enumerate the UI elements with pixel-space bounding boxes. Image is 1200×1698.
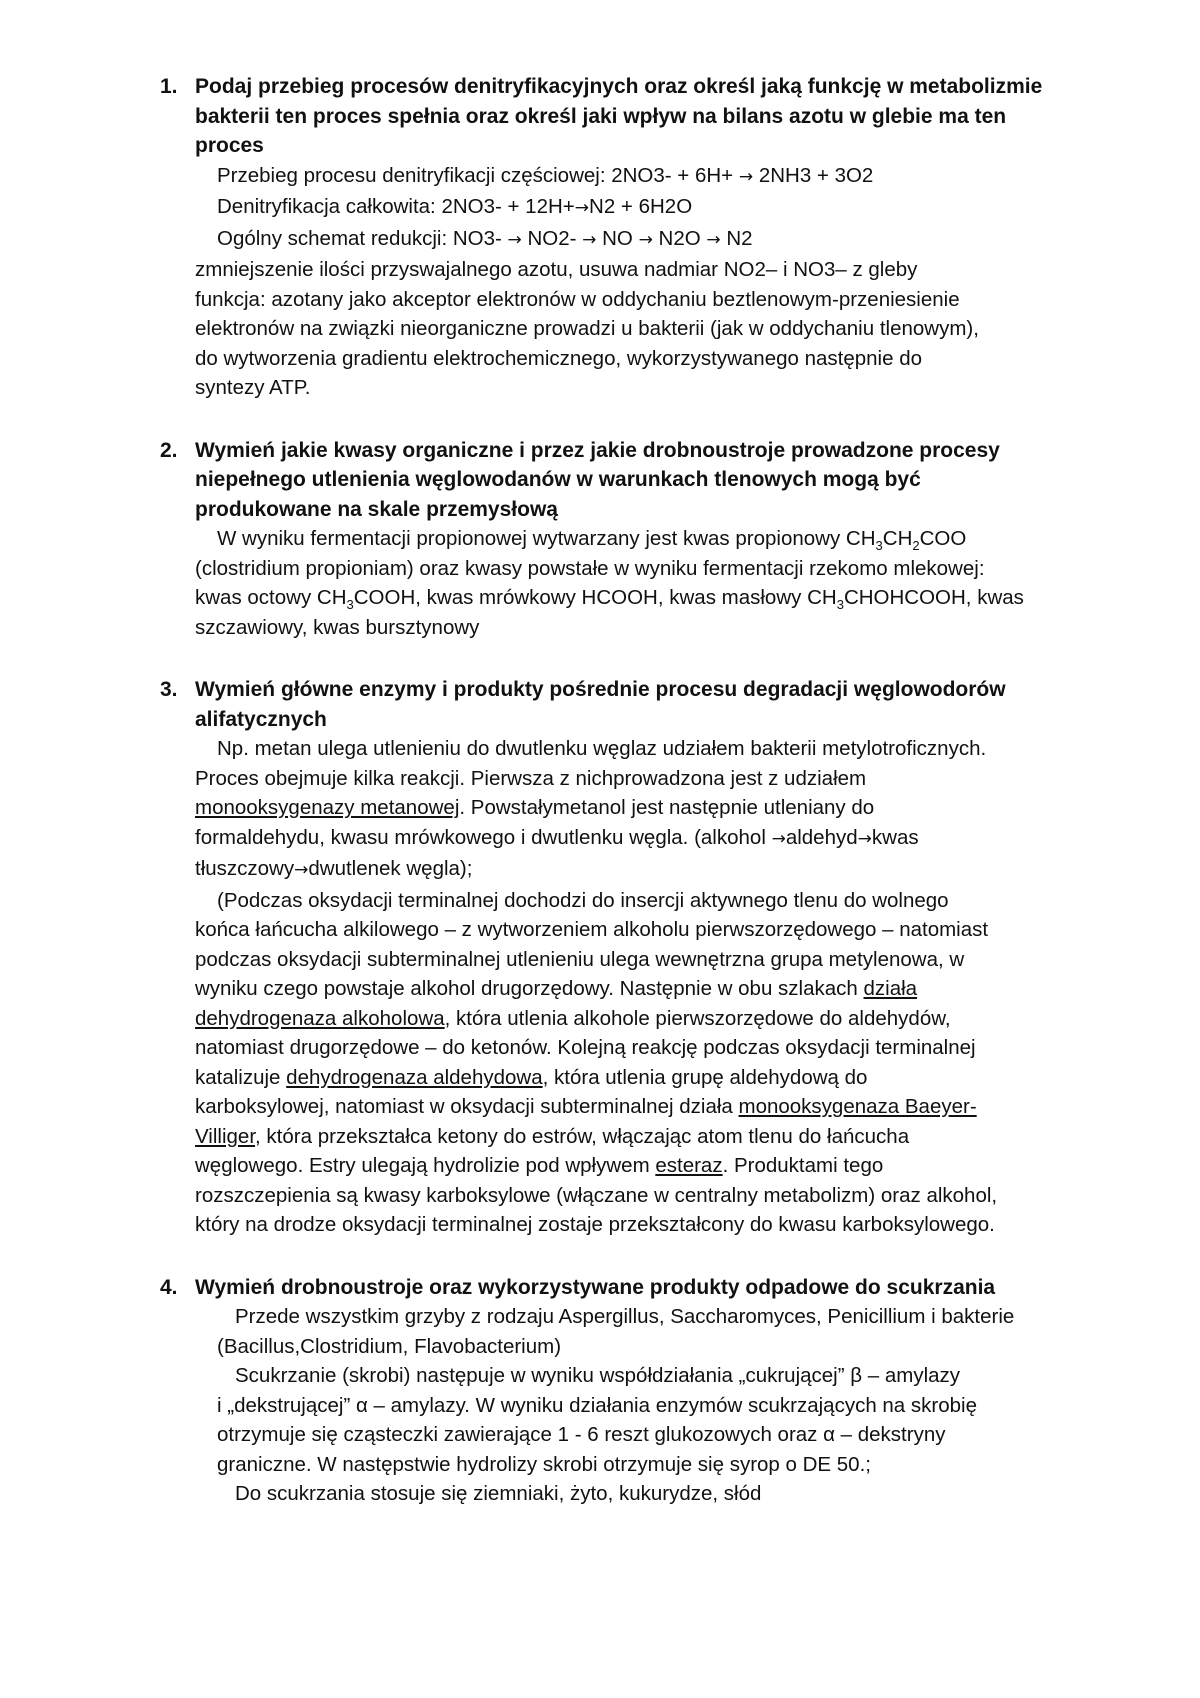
- equation-product: 2NH3 + 3O2: [758, 163, 874, 187]
- text-run: dwutlenek węgla);: [308, 857, 473, 880]
- arrow-icon: →: [574, 198, 590, 218]
- scheme-step: N2: [726, 226, 753, 250]
- total-denitrification-equation: [195, 192, 1080, 224]
- arrow-icon: →: [738, 166, 754, 187]
- answer-line: [195, 1122, 1080, 1152]
- answer-text: [195, 734, 1080, 1240]
- answer-line: [195, 1004, 1080, 1034]
- answer-line: [195, 974, 1080, 1004]
- equation-label: Denitryfikacja całkowita: 2NO3- + 12H+: [217, 195, 575, 218]
- text-run: W wyniku fermentacji propionowej wytwarzany jest kwas propionowy CH: [217, 527, 876, 550]
- scheme-label: Ogólny schemat redukcji: NO3-: [217, 226, 502, 250]
- answer-line: [195, 854, 1080, 886]
- text-run: katalizuje: [195, 1065, 287, 1089]
- question-line: Podaj przebieg procesów denitryfikacyjnych oraz określ jaką funkcję w metabolizmie: [195, 75, 1043, 98]
- text-run: , która utlenia alkohole pierwszorzędowe do aldehydów,: [444, 1006, 951, 1030]
- answer-line: funkcja: azotany jako akceptor elektronów w oddychaniu beztlenowym-przeniesienie: [195, 287, 960, 311]
- answer-line: (Podczas oksydacji terminalnej dochodzi do insercji aktywnego tlenu do wolnego: [217, 888, 949, 912]
- scheme-step: NO: [602, 226, 633, 250]
- text-run: CH: [882, 527, 913, 550]
- text-run: wyniku czego powstaje alkohol drugorzędowy. Następnie w obu szlakach: [195, 977, 864, 1000]
- item-number: 4.: [160, 1275, 178, 1299]
- underlined-term: monooksygenaza Baeyer-: [738, 1095, 977, 1118]
- reduction-scheme: [195, 224, 1080, 256]
- subscript: 2: [912, 538, 920, 554]
- answer-line: [195, 1151, 1080, 1181]
- arrow-icon: →: [706, 229, 721, 250]
- answer-line: końca łańcucha alkilowego – z wytworzeniem alkoholu pierwszorzędowego – natomiast: [195, 918, 989, 941]
- underlined-term: dehydrogenaza aldehydowa: [286, 1065, 543, 1089]
- question-line: alifatycznych: [195, 707, 327, 731]
- answer-text: [195, 1302, 1080, 1509]
- question-item-4: [160, 1273, 1080, 1509]
- text-run: . Produktami tego: [722, 1154, 884, 1177]
- text-run: , która przekształca ketony do estrów, włączając atom tlenu do łańcucha: [255, 1124, 910, 1148]
- question-text: [195, 1273, 1080, 1303]
- answer-line: [195, 823, 1080, 855]
- equation-product: N2 + 6H2O: [589, 195, 693, 218]
- subscript: 3: [836, 597, 844, 613]
- question-line: Wymień drobnoustroje oraz wykorzystywane produkty odpadowe do scukrzania: [195, 1275, 996, 1299]
- question-line: bakterii ten proces spełnia oraz określ jaki wpływ na bilans azotu w glebie ma ten: [195, 104, 1007, 128]
- text-run: karboksylowej, natomiast w oksydacji subterminalnej działa: [195, 1095, 739, 1118]
- partial-denitrification-equation: [195, 161, 1080, 193]
- arrow-icon: →: [771, 828, 786, 849]
- answer-line: i „dekstrującej” α – amylazy. W wyniku działania enzymów scukrzających na skrobię: [217, 1393, 977, 1417]
- subscript: 3: [875, 538, 883, 554]
- answer-line: [195, 583, 1080, 613]
- item-number: 3.: [160, 678, 178, 701]
- underlined-term: esteraz: [655, 1154, 723, 1177]
- question-line: proces: [195, 134, 264, 157]
- answer-line: graniczne. W następstwie hydrolizy skrobi otrzymuje się syrop o DE 50.;: [217, 1452, 871, 1476]
- answer-line: szczawiowy, kwas bursztynowy: [195, 615, 480, 639]
- answer-line: [195, 524, 1080, 554]
- underlined-term: monooksygenazy metanowej: [195, 796, 460, 819]
- text-run: , która utlenia grupę aldehydową do: [542, 1065, 868, 1089]
- text-run: COOH, kwas mrówkowy HCOOH, kwas masłowy CH: [353, 586, 837, 609]
- answer-text: [195, 524, 1080, 642]
- answer-line: podczas oksydacji subterminalnej utlenieniu ulega wewnętrzna grupa metylenowa, w: [195, 947, 965, 971]
- answer-text: [195, 161, 1080, 403]
- question-item-3: [160, 675, 1080, 1240]
- question-line: niepełnego utlenienia węglowodanów w warunkach tlenowych mogą być: [195, 468, 921, 491]
- answer-line: rozszczepienia są kwasy karboksylowe (włączane w centralny metabolizm) oraz alkohol,: [195, 1183, 998, 1207]
- underlined-term: działa: [863, 977, 918, 1000]
- answer-line: Np. metan ulega utlenieniu do dwutlenku węglaz udziałem bakterii metylotroficznych.: [217, 737, 987, 760]
- text-run: aldehyd: [785, 825, 858, 849]
- question-text: [195, 72, 1080, 161]
- question-text: [195, 436, 1080, 525]
- answer-line: Do scukrzania stosuje się ziemniaki, żyto, kukurydze, słód: [235, 1482, 762, 1505]
- scheme-step: N2O: [658, 226, 701, 250]
- text-run: COO: [919, 527, 967, 550]
- scheme-step: NO2-: [527, 226, 577, 250]
- text-run: kwas octowy CH: [195, 586, 347, 609]
- question-item-2: [160, 436, 1080, 643]
- text-run: . Powstałymetanol jest następnie utleniany do: [459, 796, 875, 819]
- answer-line: syntezy ATP.: [195, 376, 311, 399]
- text-run: formaldehydu, kwasu mrówkowego i dwutlenku węgla. (alkohol: [195, 825, 766, 849]
- answer-line: zmniejszenie ilości przyswajalnego azotu, usuwa nadmiar NO2– i NO3– z gleby: [195, 258, 918, 281]
- answer-line: (clostridium propioniam) oraz kwasy powstałe w wyniku fermentacji rzekomo mlekowej:: [195, 556, 985, 580]
- answer-line: [195, 1092, 1080, 1122]
- underlined-term: Villiger: [195, 1124, 256, 1148]
- question-item-1: [160, 72, 1080, 403]
- question-line: Wymień jakie kwasy organiczne i przez jakie drobnoustroje prowadzone procesy: [195, 438, 1000, 462]
- equation-label: Przebieg procesu denitryfikacji częściowej: 2NO3- + 6H+: [217, 163, 734, 187]
- answer-line: otrzymuje się cząsteczki zawierające 1 - 6 reszt glukozowych oraz α – dekstryny: [217, 1423, 946, 1446]
- answer-line: (Bacillus,Clostridium, Flavobacterium): [217, 1334, 562, 1358]
- question-line: produkowane na skale przemysłową: [195, 497, 558, 521]
- answer-line: który na drodze oksydacji terminalnej zostaje przekształcony do kwasu karboksylowego.: [195, 1213, 995, 1236]
- arrow-icon: →: [638, 229, 653, 250]
- subscript: 3: [346, 597, 354, 613]
- item-number: 1.: [160, 75, 178, 98]
- arrow-icon: →: [857, 828, 872, 849]
- item-number: 2.: [160, 438, 178, 462]
- question-line: Wymień główne enzymy i produkty pośrednie procesu degradacji węglowodorów: [195, 678, 1006, 701]
- text-run: węglowego. Estry ulegają hydrolizie pod wpływem: [195, 1154, 656, 1177]
- answer-line: natomiast drugorzędowe – do ketonów. Kolejną reakcję podczas oksydacji terminalnej: [195, 1036, 976, 1059]
- text-run: CHOHCOOH, kwas: [843, 586, 1024, 609]
- arrow-icon: →: [294, 860, 309, 880]
- text-run: tłuszczowy: [195, 857, 295, 880]
- answer-line: [195, 793, 1080, 823]
- answer-line: do wytworzenia gradientu elektrochemicznego, wykorzystywanego następnie do: [195, 346, 923, 370]
- answer-line: elektronów na związki nieorganiczne prowadzi u bakterii (jak w oddychaniu tlenowym),: [195, 317, 979, 340]
- answer-line: Przede wszystkim grzyby z rodzaju Aspergillus, Saccharomyces, Penicillium i bakterie: [235, 1305, 1015, 1328]
- answer-line: Scukrzanie (skrobi) następuje w wyniku współdziałania „cukrującej” β – amylazy: [235, 1364, 961, 1387]
- underlined-term: dehydrogenaza alkoholowa: [195, 1006, 445, 1030]
- arrow-icon: →: [582, 229, 597, 250]
- arrow-icon: →: [507, 229, 522, 250]
- question-text: [195, 675, 1080, 734]
- answer-line: Proces obejmuje kilka reakcji. Pierwsza z nichprowadzona jest z udziałem: [195, 766, 867, 790]
- text-run: kwas: [871, 825, 919, 849]
- answer-line: [195, 1063, 1080, 1093]
